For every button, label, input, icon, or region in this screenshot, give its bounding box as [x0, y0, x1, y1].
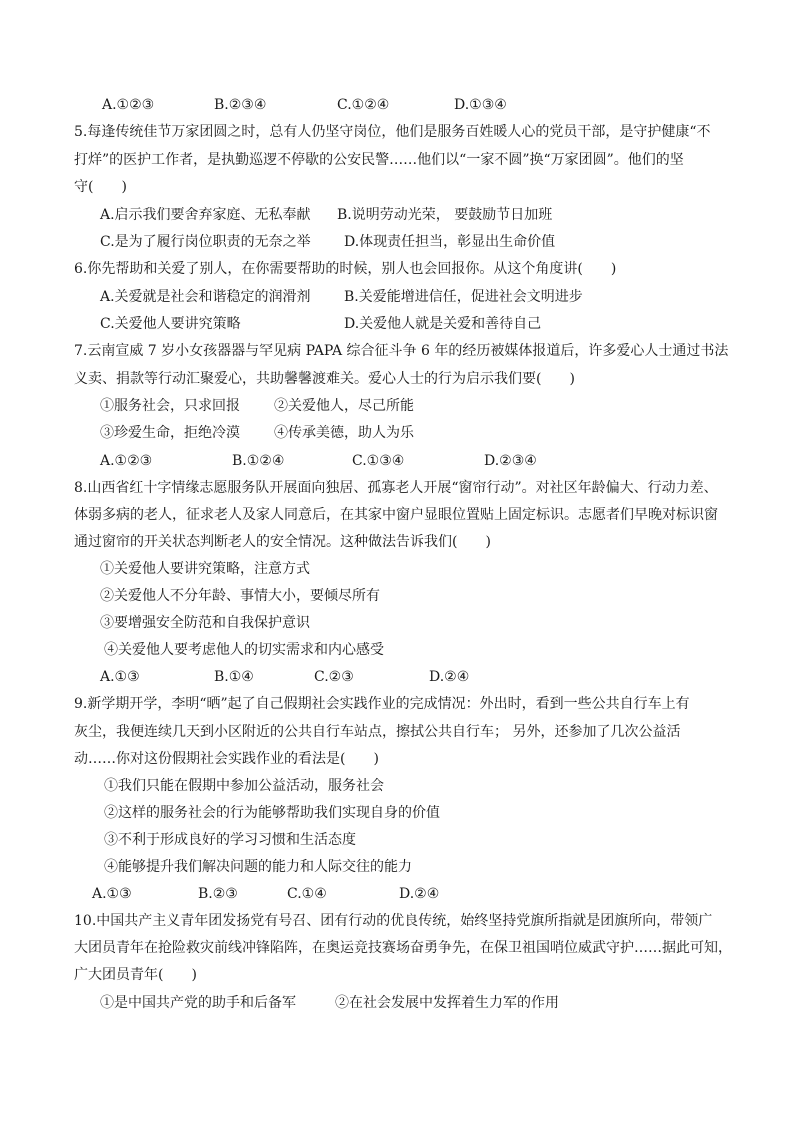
- q7-option-d: D.②③④: [484, 453, 537, 469]
- q4-option-b: B.②③④: [214, 97, 267, 113]
- q5-stem-line-1: 5.每逢传统佳节万家团圆之时，总有人仍坚守岗位，他们是服务百姓暖人心的党员干部，是守护健康“不: [74, 124, 711, 140]
- q4-option-d: D.①③④: [454, 97, 507, 113]
- q4-option-c: C.①②④: [337, 97, 390, 113]
- q9-stem-line-3: 动……你对这份假期社会实践作业的看法是( ): [74, 751, 379, 767]
- q10-stem-line-3: 广大团员青年( ): [74, 967, 197, 983]
- q6-option-d: D.关爱他人就是关爱和善待自己: [344, 316, 542, 332]
- q8-stem-line-2: 体弱多病的老人，征求老人及家人同意后，在其家中窗户显眼位置贴上固定标识。志愿者们早晚对标识窗: [74, 507, 718, 523]
- q9-option-a: A.①③: [92, 886, 132, 902]
- q8-stem-line-1: 8.山西省红十字情缘志愿服务队开展面向独居、孤寡老人开展“窗帘行动”。对社区年龄偏大、行动力差、: [74, 480, 718, 496]
- q8-item-1: ①关爱他人要讲究策略，注意方式: [100, 561, 310, 577]
- q9-option-d: D.②④: [399, 886, 440, 902]
- q8-stem-line-3: 通过窗帘的开关状态判断老人的安全情况。这种做法告诉我们( ): [74, 534, 491, 550]
- q7-option-c: C.①③④: [352, 453, 405, 469]
- q7-item-3: ③珍爱生命，拒绝冷漠: [100, 425, 240, 441]
- q9-stem-line-2: 灰尘，我便连续几天到小区附近的公共自行车站点，擦拭公共自行车； 另外，还参加了几次公益活: [74, 724, 681, 740]
- q6-option-b: B.关爱能增进信任，促进社会文明进步: [344, 289, 583, 305]
- q7-item-4: ④传承美德，助人为乐: [274, 425, 414, 441]
- q9-item-3: ③不利于形成良好的学习习惯和生活态度: [104, 832, 356, 848]
- q5-option-a: A.启示我们要舍弃家庭、无私奉献: [100, 207, 311, 223]
- q9-option-b: B.②③: [198, 886, 238, 902]
- q8-option-a: A.①③: [100, 669, 140, 685]
- q7-option-a: A.①②③: [100, 453, 153, 469]
- q8-option-d: D.②④: [429, 669, 470, 685]
- q9-item-2: ②这样的服务社会的行为能够帮助我们实现自身的价值: [104, 805, 440, 821]
- q5-stem-line-2: 打烊”的医护工作者，是执勤巡逻不停歇的公安民警……他们以“一家不圆”换“万家团圆”。他们的坚: [74, 152, 684, 168]
- q10-stem-line-1: 10.中国共产主义青年团发扬党有号召、团有行动的优良传统，始终坚持党旗所指就是团旗所向，带领广: [74, 913, 713, 929]
- q7-item-1: ①服务社会，只求回报: [100, 398, 240, 414]
- q7-stem-line-2: 义卖、捐款等行动汇聚爱心，共助馨馨渡难关。爱心人士的行为启示我们要( ): [74, 371, 575, 387]
- q8-item-3: ③要增强安全防范和自我保护意识: [100, 615, 310, 631]
- q5-option-c: C.是为了履行岗位职责的无奈之举: [100, 234, 311, 250]
- q8-item-2: ②关爱他人不分年龄、事情大小，要倾尽所有: [100, 588, 380, 604]
- q8-option-c: C.②③: [314, 669, 354, 685]
- q7-stem-line-1: 7.云南宣威 7 岁小女孩器器与罕见病 PAPA 综合征斗争 6 年的经历被媒体报道后，许多爱心人士通过书法: [74, 343, 729, 359]
- q7-item-2: ②关爱他人，尽己所能: [274, 398, 414, 414]
- q8-option-b: B.①④: [214, 669, 254, 685]
- q5-stem-line-3: 守( ): [74, 179, 127, 195]
- q9-item-4: ④能够提升我们解决问题的能力和人际交往的能力: [104, 859, 412, 875]
- q10-stem-line-2: 大团员青年在抢险救灾前线冲锋陷阵，在奥运竞技赛场奋勇争先，在保卫祖国哨位威武守护……据此可知，: [74, 940, 732, 956]
- q9-stem-line-1: 9.新学期开学，李明“晒”起了自己假期社会实践作业的完成情况：外出时，看到一些公共自行车上有: [74, 696, 690, 712]
- q8-item-4: ④关爱他人要考虑他人的切实需求和内心感受: [104, 642, 384, 658]
- q5-option-b: B.说明劳动光荣， 要鼓励节日加班: [337, 207, 553, 223]
- q4-option-a: A.①②③: [102, 97, 155, 113]
- q10-item-1: ①是中国共产党的助手和后备军: [100, 995, 296, 1011]
- q7-option-b: B.①②④: [232, 453, 285, 469]
- q5-option-d: D.体现责任担当，彰显出生命价值: [344, 234, 556, 250]
- q6-stem-line-1: 6.你先帮助和关爱了别人，在你需要帮助的时候，别人也会回报你。从这个角度讲( ): [74, 261, 617, 277]
- q9-item-1: ①我们只能在假期中参加公益活动，服务社会: [104, 778, 384, 794]
- q6-option-a: A.关爱就是社会和谐稳定的润滑剂: [100, 289, 311, 305]
- q10-item-2: ②在社会发展中发挥着生力军的作用: [335, 995, 559, 1011]
- q6-option-c: C.关爱他人要讲究策略: [100, 316, 241, 332]
- q9-option-c: C.①④: [287, 886, 327, 902]
